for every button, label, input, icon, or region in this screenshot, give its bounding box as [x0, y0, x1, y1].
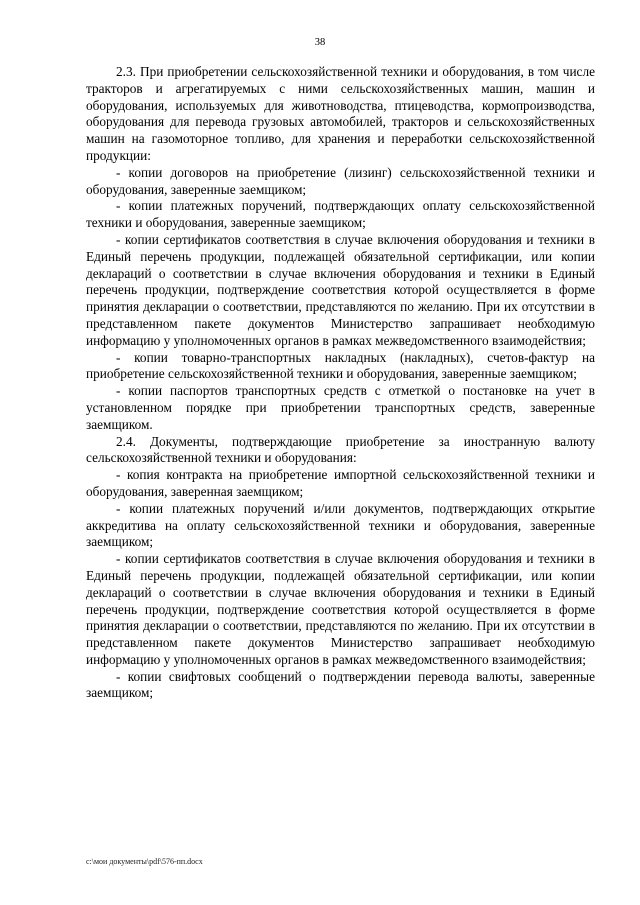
- list-item: - копии платежных поручений, подтверждающих оплату сельскохозяйственной техники и оборудования, заверенные заемщиком;: [86, 198, 595, 231]
- footer-file-path: c:\мои документы\pdf\576-пп.docx: [86, 857, 203, 866]
- list-item: - копии договоров на приобретение (лизинг) сельскохозяйственной техники и оборудования, заверенные заемщиком;: [86, 164, 595, 197]
- list-item: - копии паспортов транспортных средств с отметкой о постановке на учет в установленном порядке при приобретении транспортных средств, заверенные заемщиком.: [86, 383, 595, 432]
- page-number: 38: [314, 37, 326, 48]
- paragraph-2-4: 2.4. Документы, подтверждающие приобретение за иностранную валюту сельскохозяйственной техники и оборудования:: [86, 433, 595, 466]
- list-item: - копии сертификатов соответствия в случае включения оборудования и техники в Единый перечень продукции, подлежащей обязательной сертификации, или копии деклараций о соответствии в случае включения оборудования и техники в Единый перечень продукции, подтверждение соответствия которой осуществляется в форме принятия декларации о соответствии, представляются по желанию. При их отсутствии в представленном пакете документов Министерство запрашивает необходимую информацию у уполномоченных органов в рамках межведомственного взаимодействия;: [86, 551, 595, 667]
- list-item: - копии платежных поручений и/или документов, подтверждающих открытие аккредитива на оплату сельскохозяйственной техники и оборудования, заверенные заемщиком;: [86, 500, 595, 550]
- paragraph-2-3: 2.3. При приобретении сельскохозяйственной техники и оборудования, в том числе тракторов и агрегатируемых с ними сельскохозяйственных машин, машин и оборудования, используемых для животноводства, птицеводства, кормопроизводства, оборудования для перевода грузовых автомобилей, тракторов и сельскохозяйственных машин на газомоторное топливо, для хранения и переработки сельскохозяйственной продукции:: [86, 64, 595, 163]
- list-item: - копия контракта на приобретение импортной сельскохозяйственной техники и оборудования, заверенная заемщиком;: [86, 467, 595, 499]
- list-item: - копии сертификатов соответствия в случае включения оборудования и техники в Единый перечень продукции, подлежащей обязательной сертификации, или копии деклараций о соответствии в случае включения оборудования и техники в Единый перечень продукции, подтверждение соответствия которой осуществляется в форме принятия декларации о соответствии, представляются по желанию. При их отсутствии в представленном пакете документов Министерство запрашивает необходимую информацию у уполномоченных органов в рамках межведомственного взаимодействия;: [86, 231, 595, 348]
- document-body: [86, 64, 595, 702]
- list-item: - копии товарно-транспортных накладных (накладных), счетов-фактур на приобретение сельскохозяйственной техники и оборудования, заверенные заемщиком;: [86, 349, 595, 382]
- list-item: - копии свифтовых сообщений о подтверждении перевода валюты, заверенные заемщиком;: [86, 668, 595, 701]
